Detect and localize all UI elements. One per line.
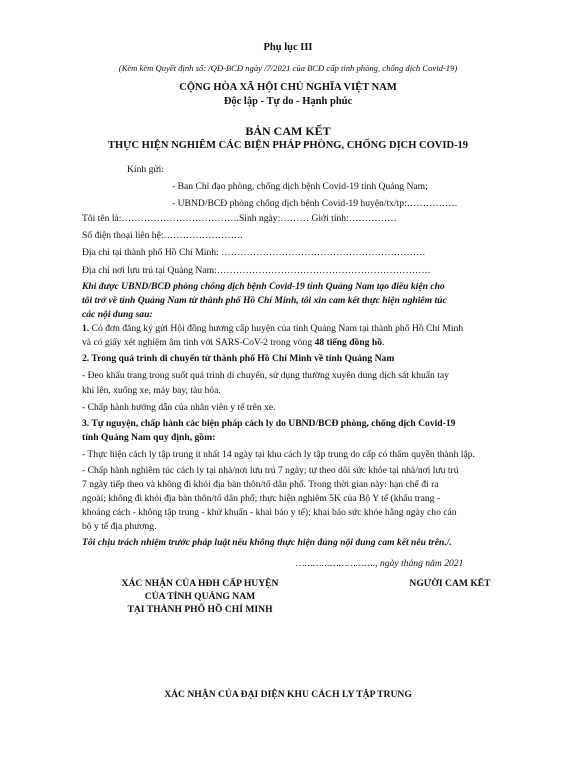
hcm-address-field: Địa chỉ tại thành phố Hồ Chí Minh: ……………………………………………………….: [82, 247, 425, 258]
intro-line-1: Khi được UBND/BCĐ phòng chống dịch bệnh Covid-19 tỉnh Quảng Nam tạo điều kiện cho: [82, 281, 445, 292]
salutation: Kính gửi:: [127, 164, 164, 175]
section-2-item-1b: khi lên, xuống xe, máy bay, tàu hỏa.: [82, 385, 221, 396]
date-line: ………………………., ngày tháng năm 2021: [296, 558, 464, 569]
attach-note: (Kèm kèm Quyết định số: /QĐ-BCĐ ngày /7/2021 của BCĐ cấp tỉnh phòng, chống dịch Covid-19): [118, 63, 458, 73]
responsibility-statement: Tôi chịu trách nhiệm trước pháp luật nếu không thực hiện đúng nội dung cam kết nêu trên./.: [82, 537, 452, 548]
section-3-item-2e: bộ y tế địa phương.: [82, 521, 157, 532]
section-3-heading-2: tỉnh Quảng Nam quy định, gồm:: [82, 432, 216, 443]
section-3-item-1: - Thực hiện cách ly tập trung ít nhất 14 ngày tại khu cách ly tập trung do cấp có thẩm quyền thành lập.: [82, 449, 475, 460]
section-1-number: 1.: [82, 323, 90, 334]
section-1-line-1: [82, 323, 463, 335]
recipient-1: - Ban Chỉ đạo phòng, chống dịch bệnh Covid-19 tỉnh Quảng Nam;: [172, 181, 428, 192]
document-title: BẢN CAM KẾT: [245, 124, 331, 138]
intro-line-2: tôi trở về tỉnh Quảng Nam từ thành phố Hồ Chí Minh, tôi xin cam kết thực hiện nghiêm túc: [82, 295, 447, 306]
phone-field: Số điện thoại liên hệ:…………………….: [82, 230, 243, 241]
section-2-heading: 2. Trong quá trình di chuyển từ thành phố Hồ Chí Minh về tỉnh Quảng Nam: [82, 353, 395, 364]
section-1-text: Có đơn đăng ký gửi Hội đồng hương cấp huyện của tỉnh Quảng Nam tại thành phố Hồ Chí Minh: [89, 323, 464, 334]
qn-address-field: Địa chỉ nơi lưu trú tại Quảng Nam:………………………………………………………….: [82, 265, 431, 276]
signer-label: NGƯỜI CAM KẾT: [409, 578, 491, 589]
district-confirm-3: TẠI THÀNH PHỐ HỒ CHÍ MINH: [127, 604, 273, 615]
section-1-line-2: [82, 337, 384, 349]
quarantine-confirmation: XÁC NHẬN CỦA ĐẠI DIỆN KHU CÁCH LY TẬP TRUNG: [164, 689, 412, 700]
section-3-heading-1: 3. Tự nguyện, chấp hành các biện pháp cách ly do UBND/BCĐ phòng, chống dịch Covid-19: [82, 418, 456, 429]
document-subtitle: THỰC HIỆN NGHIÊM CÁC BIỆN PHÁP PHÒNG, CHỐNG DỊCH COVID-19: [107, 140, 469, 151]
section-1-end: .: [382, 337, 385, 348]
section-3-item-2b: 7 ngày tiếp theo và không đi khỏi địa bàn thôn/tổ dân phố. Trong thời gian này: hạn chế đi ra: [82, 479, 439, 490]
section-3-item-2a: - Chấp hành nghiêm túc cách ly tại nhà/nơi lưu trú 7 ngày; tự theo dõi sức khỏe tại nhà/nơi lưu trú: [82, 465, 459, 476]
district-confirm-2: CỦA TỈNH QUẢNG NAM: [144, 591, 256, 602]
section-1-text-2: và có giấy xét nghiệm âm tính với SARS-CoV-2 trong vòng: [82, 337, 315, 348]
national-motto: Độc lập - Tự do - Hạnh phúc: [223, 96, 353, 107]
district-confirm-1: XÁC NHẬN CỦA HĐH CẤP HUYỆN: [121, 578, 279, 589]
name-field: Tôi tên là:……………………………….Sinh ngày:……… Giới tính:……………: [82, 213, 397, 224]
section-3-item-2c: ngoài; không đi khỏi địa bàn thôn/tổ dân phố; thực hiện nghiêm 5K của Bộ Y tế (khẩu trang -: [82, 493, 441, 504]
section-3-item-2d: khoảng cách - không tập trung - khử khuẩn - khai báo y tế); khai báo sức khỏe hằng ngày cho cán: [82, 507, 457, 518]
appendix-label: Phụ lục III: [263, 42, 313, 53]
recipient-2: - UBND/BCĐ phòng chống dịch bệnh Covid-19 huyện/tx/tp:…………….: [172, 198, 458, 209]
country-name: CỘNG HÒA XÃ HỘI CHỦ NGHĨA VIỆT NAM: [179, 82, 397, 93]
hours-emphasis: 48 tiếng đồng hồ: [314, 337, 382, 348]
section-2-item-2: - Chấp hành hướng dẫn của nhân viên y tế trên xe.: [82, 402, 276, 413]
intro-line-3: các nội dung sau:: [82, 309, 153, 320]
section-2-item-1a: - Đeo khẩu trang trong suốt quá trình di chuyển, sử dụng thường xuyên dung dịch sát khuẩn tay: [82, 370, 449, 381]
